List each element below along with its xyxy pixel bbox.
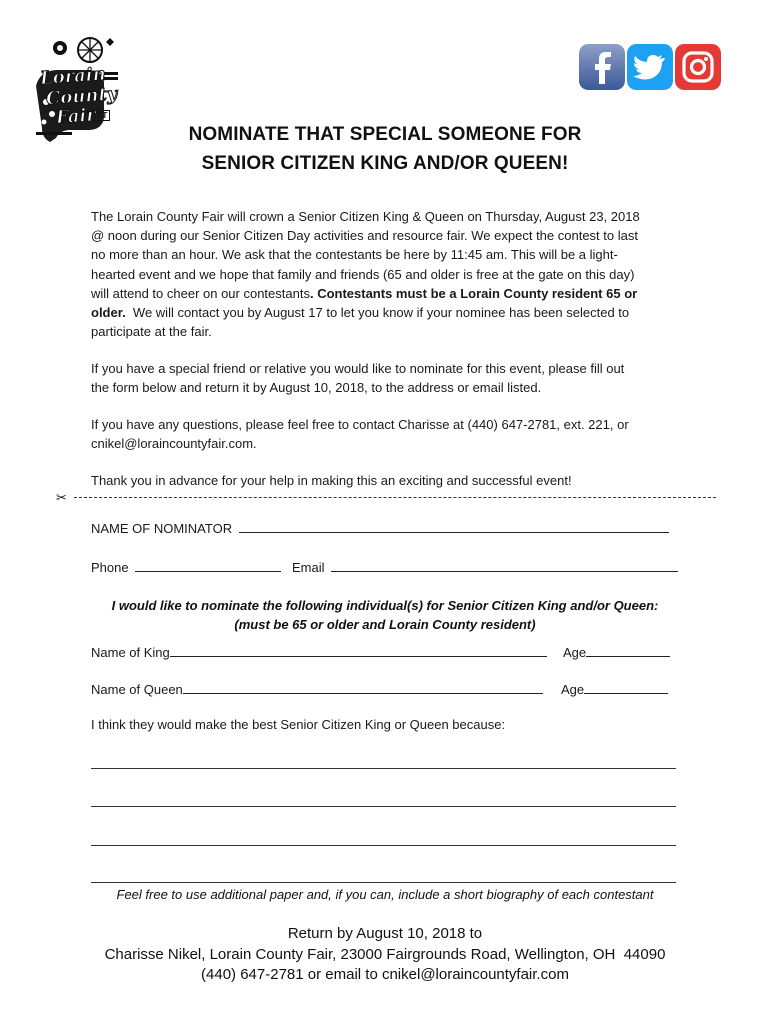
intro-paragraph xyxy=(91,207,691,341)
nominate-instructions-line-2: (must be 65 or older and Lorain County resident) xyxy=(234,617,536,632)
reason-line-4[interactable] xyxy=(91,882,676,883)
title-line-2: SENIOR CITIZEN KING AND/OR QUEEN! xyxy=(201,153,569,174)
reason-line-1[interactable] xyxy=(91,768,676,769)
reason-line-2[interactable] xyxy=(91,806,676,807)
queen-age-label: Age xyxy=(561,682,585,697)
queen-label: Name of Queen xyxy=(91,682,183,697)
queen-age-input-line[interactable] xyxy=(584,680,668,694)
return-line-2: Charisse Nikel, Lorain County Fair, 23000 Fairgrounds Road, Wellington, OH 44090 xyxy=(104,945,666,963)
questions-email-link[interactable]: cnikel@loraincountyfair.com. xyxy=(91,436,257,452)
return-line-3: (440) 647-2781 or email to cnikel@loraincountyfair.com xyxy=(201,966,569,983)
additional-paper-note: Feel free to use additional paper and, if you can, include a short biography of each contestant xyxy=(116,887,654,902)
scissors-icon: ✂ xyxy=(56,490,67,505)
king-age-field[interactable] xyxy=(563,643,670,660)
reason-line-3[interactable] xyxy=(91,845,676,846)
nominator-field[interactable] xyxy=(91,519,669,536)
intro-line-1: The Lorain County Fair will crown a Senior Citizen King & Queen on Thursday, August 23, 2018 xyxy=(91,209,640,224)
nominate-instructions xyxy=(60,596,710,634)
page-title xyxy=(60,120,710,178)
nominator-input-line[interactable] xyxy=(239,519,669,533)
intro-line-3: no more than an hour. We ask that the contestants be here by 11:45 am. This will be a light- xyxy=(91,247,618,263)
email-label: Email xyxy=(292,560,325,575)
nominate-instructions-line-1: I would like to nominate the following individual(s) for Senior Citizen King and/or Queen: xyxy=(111,598,659,613)
intro-line-6-text: We will contact you by August 17 to let you know if your nominee has been selected to xyxy=(125,305,630,321)
queen-name-field[interactable] xyxy=(91,680,543,697)
phone-field[interactable] xyxy=(91,558,281,575)
facebook-icon[interactable] xyxy=(579,44,625,90)
queen-age-field[interactable] xyxy=(561,680,668,697)
logo-text-lorain: Lorain xyxy=(39,63,107,90)
logo-badge: ST xyxy=(94,110,110,121)
email-input-line[interactable] xyxy=(331,558,678,572)
intro-line-7: participate at the fair. xyxy=(91,324,212,340)
nominator-label: NAME OF NOMINATOR xyxy=(91,521,233,536)
intro-line-4: hearted event and we hope that family and friends (65 and older is free at the gate on this day) xyxy=(91,266,635,282)
intro-line-5 xyxy=(91,284,691,303)
intro-line-5-text: will attend to cheer on our contestants xyxy=(91,285,310,301)
intro-line-6 xyxy=(91,303,691,322)
intro-line-2: @ noon during our Senior Citizen Day activities and resource fair. We expect the contest to last xyxy=(91,228,638,244)
instagram-icon[interactable] xyxy=(675,44,721,90)
logo-text-county: County xyxy=(45,83,118,110)
thanks-paragraph: Thank you in advance for your help in making this an exciting and successful event! xyxy=(91,473,572,488)
phone-input-line[interactable] xyxy=(135,558,281,572)
because-label: I think they would make the best Senior Citizen King or Queen because: xyxy=(91,717,506,732)
nominate-paragraph xyxy=(91,359,691,397)
return-address-block xyxy=(60,924,710,986)
king-label: Name of King xyxy=(91,645,170,660)
king-age-label: Age xyxy=(563,645,587,660)
king-input-line[interactable] xyxy=(170,643,547,657)
twitter-icon[interactable] xyxy=(627,44,673,90)
questions-paragraph xyxy=(91,415,691,453)
nominate-line-1: If you have a special friend or relative you would like to nominate for this event, please fill out xyxy=(91,361,625,376)
king-name-field[interactable] xyxy=(91,643,547,660)
queen-input-line[interactable] xyxy=(183,680,543,694)
questions-line-1: If you have any questions, please feel free to contact Charisse at (440) 647-2781, ext. 221, or xyxy=(91,417,629,432)
intro-line-5-bold: . Contestants must be a Lorain County resident 65 or xyxy=(309,285,638,301)
king-age-input-line[interactable] xyxy=(586,643,670,657)
nominate-line-2: the form below and return it by August 10, 2018, to the address or email listed. xyxy=(91,380,542,396)
logo-text-fair: Fair xyxy=(55,104,97,129)
intro-line-6-bold: older. xyxy=(91,305,126,321)
email-field[interactable] xyxy=(292,558,678,575)
phone-label: Phone xyxy=(91,560,129,575)
return-line-1: Return by August 10, 2018 to xyxy=(287,925,483,942)
title-line-1: NOMINATE THAT SPECIAL SOMEONE FOR xyxy=(188,124,582,145)
cut-line xyxy=(74,497,716,498)
